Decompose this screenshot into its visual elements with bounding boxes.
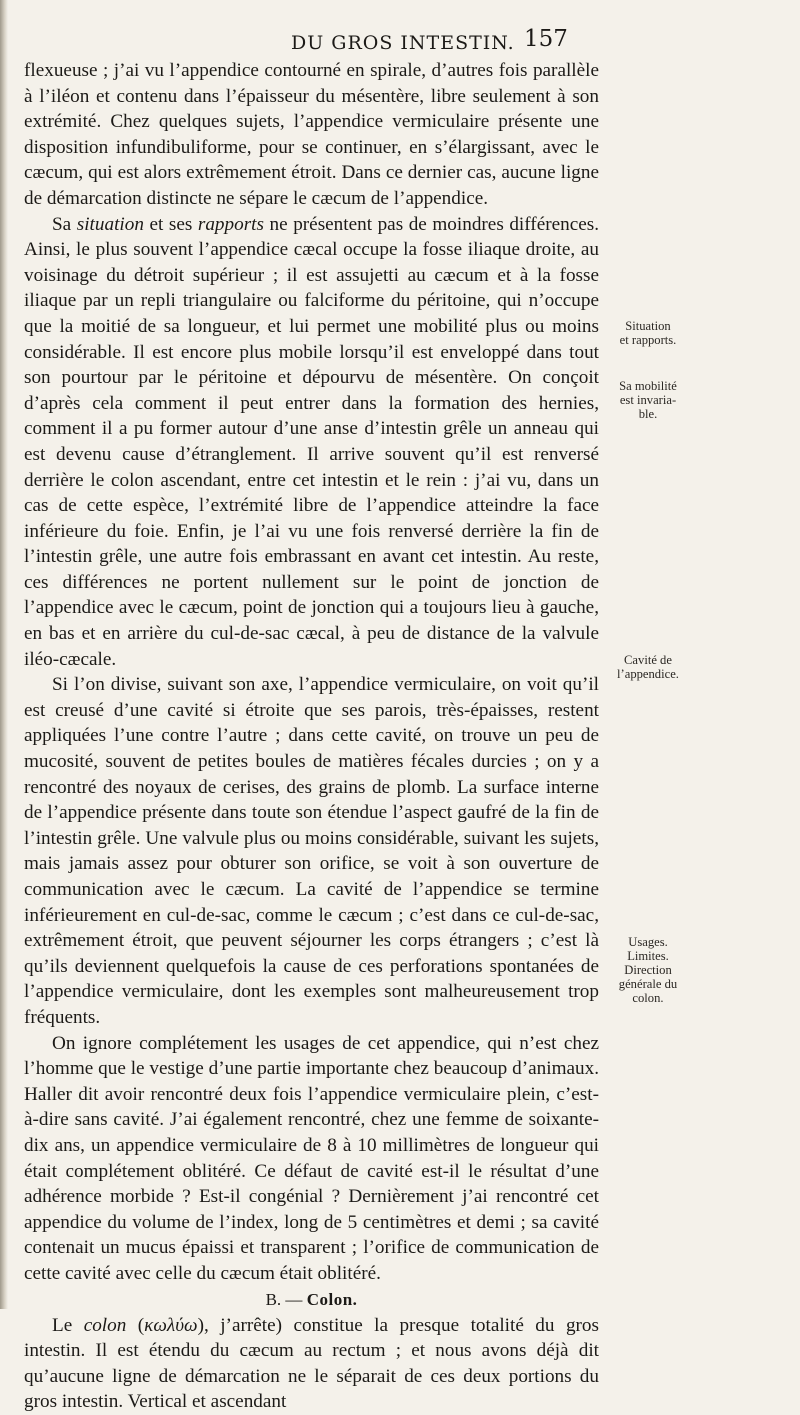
section-number: B. — — [265, 1289, 303, 1309]
margin-note-line: Usages. — [628, 935, 668, 949]
paragraph — [24, 212, 599, 673]
text-run: Sa — [52, 213, 77, 235]
margin-note-line: et rapports. — [619, 333, 677, 347]
margin-note-line: Direction — [624, 963, 672, 977]
text-run: ( — [126, 1314, 145, 1336]
paragraph — [24, 672, 599, 1030]
margin-note-line: ble. — [638, 407, 658, 421]
text-run: Le — [52, 1314, 84, 1336]
body-text — [24, 58, 599, 1415]
margin-note-line: est invaria- — [619, 393, 677, 407]
italic-text: κωλύω — [144, 1314, 198, 1336]
italic-text: colon — [83, 1314, 127, 1336]
running-head — [0, 16, 800, 56]
italic-text: rapports — [197, 213, 264, 235]
margin-note-cavite — [612, 653, 684, 681]
margin-note-line: Limites. — [627, 949, 669, 963]
text-run: On ignore complétement les usages de cet appendice, qui n’est chez l’homme que le vestige d’une partie importante chez beaucoup d’animaux. Haller dit avoir rencontré deux fois l’appendice vermiculaire plein, c’est-à-dire sans cavité. J’ai également rencontré, chez une femme de soixante-dix ans, un appendice vermiculaire de 8 à 10 millimètres de longueur qui était complétement oblitéré. Ce défaut de cavité est-il le résultat d’une adhérence morbide ? Est-il congénial ? Dernièrement j’ai rencontré cet appendice du volume de l’index, long de 5 centimètres et demi ; sa cavité contenait un mucus épaissi et transparent ; l’orifice de communication de cette cavité avec celle du cæcum était oblitéré. — [24, 1032, 599, 1284]
paragraph — [24, 58, 599, 212]
margin-note-line: l’appendice. — [617, 667, 679, 681]
italic-text: situation — [76, 213, 144, 235]
text-run: ne présentent pas de moindres différences. Ainsi, le plus souvent l’appendice cæcal occupe la fosse iliaque droite, au voisinage du détroit supérieur ; il est assujetti au cæcum et à la fosse iliaque par un repli triangulaire ou falciforme du péritoine, qui n’occupe que la moitié de sa longueur, et lui permet une mobilité plus ou moins considérable. Il est encore plus mobile lorsqu’il est enveloppé dans tout son pourtour par le péritoine et dépourvu de mésentère. On conçoit d’après cela comment il peut entrer dans la formation des hernies, comment il a pu former autour d’une anse d’intestin grêle un anneau qui est devenu cause d’étranglement. Il arrive souvent qu’il est renversé derrière le colon ascendant, entre cet intestin et le rein : j’ai vu, dans un cas de cette espèce, l’extrémité libre de l’appendice atteindre la face inférieure du foie. Enfin, je l’ai vu une fois renversé derrière la fin de l’intestin grêle, une autre fois embrassant en avant cet intestin. Au reste, ces différences ne portent nullement sur le point de jonction de l’appendice avec le cæcum, point de jonction qui a toujours lieu à gauche, en bas et en arrière du cul-de-sac cæcal, à peu de distance de la valvule iléo-cæcale. — [24, 213, 600, 670]
margin-note-line: Sa mobilité — [619, 379, 677, 393]
margin-note-line: colon. — [632, 991, 664, 1005]
text-run: flexueuse ; j’ai vu l’appendice contourné en spirale, d’autres fois parallèle à l’iléon et contenu dans l’épaisseur du mésentère, libre seulement à son extrémité. Chez quelques sujets, l’appendice vermiculaire présente une disposition infundibuliforme, pour se continuer, en s’élargissant, avec le cæcum, qui est alors extrêmement étroit. Dans ce dernier cas, aucune ligne de démarcation distincte ne sépare le cæcum de l’appendice. — [24, 60, 599, 209]
margin-note-usages — [612, 935, 684, 1005]
margin-note-line: Cavité de — [624, 653, 672, 667]
paragraph — [24, 1313, 599, 1415]
paragraph — [24, 1031, 599, 1287]
margin-note-line: générale du — [618, 977, 678, 991]
text-run: et ses — [143, 213, 198, 235]
text-run: Si l’on divise, suivant son axe, l’appendice vermiculaire, on voit qu’il est creusé d’une cavité si étroite que ses parois, très-épaisses, restent appliquées l’une contre l’autre ; dans cette cavité, on trouve un peu de mucosité, souvent de petites boules de matières fécales durcies ; on y a rencontré des noyaux de cerises, des grains de plomb. La surface interne de l’appendice présente dans toute son étendue l’aspect gaufré de la fin de l’intestin grêle. Une valvule plus ou moins considérable, suivant les sujets, mais jamais assez pour obturer son orifice, se voit à son ouverture de communication avec le cæcum. La cavité de l’appendice se termine inférieurement en cul-de-sac, comme le cæcum ; c’est dans ce cul-de-sac, extrêmement étroit, que peuvent séjourner les corps étrangers ; c’est là qu’ils deviennent quelquefois la cause de ces perforations spontanées de l’appendice vermiculaire, dont les exemples sont malheureusement trop fréquents. — [24, 674, 599, 1028]
margin-note-line: Situation — [625, 319, 671, 333]
running-title: DU GROS INTESTIN. — [291, 32, 515, 54]
section-title: Colon. — [306, 1289, 358, 1309]
page-number: 157 — [524, 26, 568, 52]
text-run: ), j’arrête) constitue la presque totalité du gros intestin. Il est étendu du cæcum au rectum ; et nous avons déjà dit qu’aucune ligne de démarcation ne le séparait de ces deux portions du gros intestin. Vertical et ascendant — [24, 1314, 599, 1413]
margin-note-mobilite — [612, 379, 684, 421]
margin-note-situation — [612, 319, 684, 347]
